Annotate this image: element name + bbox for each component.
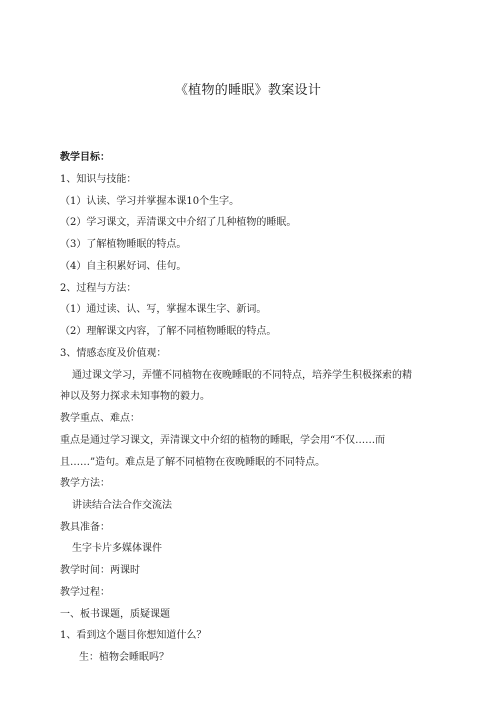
list-item: （3）了解植物睡眠的特点。 [60, 239, 187, 250]
section-heading-materials: 教具准备： [60, 522, 110, 533]
section-heading-objectives: 教学目标： [60, 152, 110, 163]
section-heading-key-points: 教学重点、难点： [60, 413, 140, 424]
list-item: 一、板书课题，质疑课题 [60, 609, 170, 620]
document-title: 《植物的睡眠》教案设计 [174, 83, 322, 98]
list-item: 3、情感态度及价值观： [60, 348, 167, 359]
paragraph-line: 且……”造句。难点是了解不同植物在夜晚睡眠的不同特点。 [60, 457, 326, 468]
section-heading-process: 教学过程： [60, 587, 110, 598]
list-item: （2）理解课文内容，了解不同植物睡眠的特点。 [60, 326, 277, 337]
paragraph-line: 讲读结合法合作交流法 [72, 500, 172, 511]
list-item: （1）认读、学习并掌握本课10个生字。 [60, 196, 240, 207]
list-item: （2）学习课文，弄清课文中介绍了几种植物的睡眠。 [60, 217, 297, 228]
paragraph-line: 神以及努力探求未知事物的毅力。 [60, 391, 210, 402]
list-item: （1）通过读、认、写，掌握本课生字、新词。 [60, 304, 267, 315]
paragraph-line: 重点是通过学习课文，弄清课文中介绍的植物的睡眠，学会用“不仅……而 [60, 435, 386, 446]
section-heading-methods: 教学方法： [60, 478, 110, 489]
list-item: 2、过程与方法： [60, 283, 137, 294]
list-item: 1、知识与技能： [60, 174, 137, 185]
list-item: （4）自主积累好词、佳句。 [60, 261, 187, 272]
paragraph-line: 生字卡片多媒体课件 [72, 543, 162, 554]
list-item: 1、看到这个题目你想知道什么？ [60, 630, 207, 641]
paragraph-line: 生：植物会睡眠吗？ [79, 652, 169, 663]
paragraph-line: 通过课文学习，弄懂不同植物在夜晚睡眠的不同特点，培养学生积极探索的精 [72, 370, 412, 381]
section-heading-time: 教学时间：两课时 [60, 565, 140, 576]
